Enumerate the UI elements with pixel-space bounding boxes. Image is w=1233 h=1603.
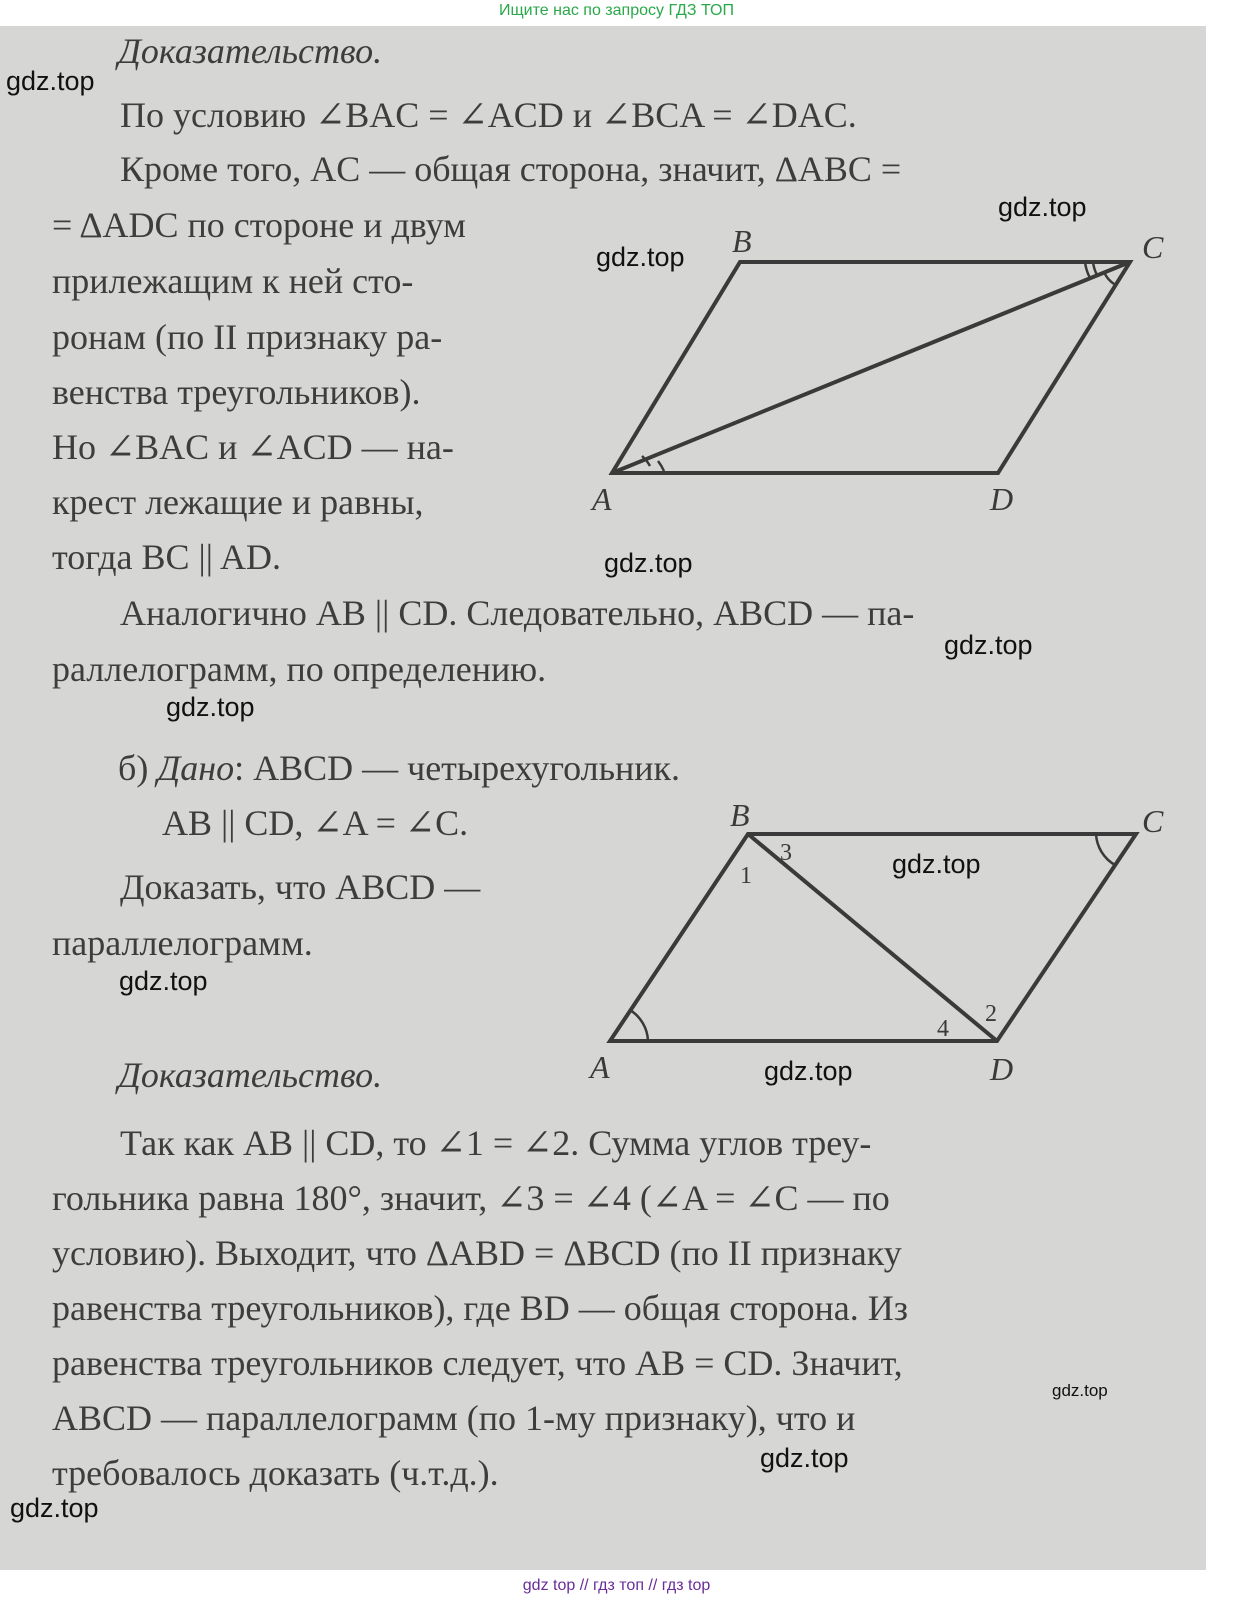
- label-a: A: [592, 481, 612, 517]
- bottom-banner: gdz top // гдз топ // гдз top: [522, 1577, 711, 1594]
- label-d: D: [990, 481, 1014, 517]
- proof-heading-2: Доказательство.: [118, 1055, 383, 1095]
- angle-number-3: 3: [780, 840, 792, 866]
- diagonal-ac: [612, 262, 1130, 473]
- proof-heading: Доказательство.: [118, 31, 383, 71]
- label-c: C: [1142, 803, 1164, 839]
- angle-arc-a: [630, 1010, 648, 1041]
- given-line-2: AB || CD, ∠A = ∠C.: [162, 803, 469, 843]
- angle-arc-c: [1096, 834, 1115, 865]
- proof-line: условию). Выходит, что ΔABD = ΔBCD (по II признаку: [52, 1233, 902, 1273]
- watermark: gdz.top: [119, 966, 208, 996]
- proof-line: Так как AB || CD, то ∠1 = ∠2. Сумма углов треу-: [120, 1123, 872, 1163]
- watermark: gdz.top: [1052, 1381, 1108, 1400]
- prove-line: Доказать, что ABCD —: [120, 867, 481, 907]
- proof-line: венства треугольников).: [52, 372, 421, 412]
- watermark: gdz.top: [10, 1493, 99, 1523]
- watermark: gdz.top: [6, 66, 95, 96]
- watermark: gdz.top: [764, 1056, 853, 1086]
- proof-line: ABCD — параллелограмм (по 1-му признаку), что и: [52, 1398, 856, 1438]
- proof-line: Кроме того, AC — общая сторона, значит, ΔABC =: [120, 149, 902, 189]
- watermark: gdz.top: [892, 849, 981, 879]
- angle-arc-c: [1085, 262, 1090, 278]
- angle-number-2: 2: [985, 1001, 997, 1027]
- angle-arc-c: [1104, 272, 1114, 284]
- proof-line: равенства треугольников), где BD — общая сторона. Из: [52, 1288, 908, 1328]
- label-c: C: [1142, 229, 1164, 265]
- proof-line: Аналогично AB || CD. Следовательно, ABCD — па-: [120, 593, 915, 633]
- watermark: gdz.top: [760, 1443, 849, 1473]
- watermark: gdz.top: [604, 548, 693, 578]
- angle-number-1: 1: [740, 863, 752, 889]
- prove-line: параллелограмм.: [52, 923, 313, 963]
- watermark: gdz.top: [998, 192, 1087, 222]
- label-b: B: [732, 223, 752, 259]
- angle-number-4: 4: [937, 1016, 949, 1042]
- top-banner: Ищите нас по запросу ГДЗ ТОП: [499, 2, 734, 19]
- watermark: gdz.top: [944, 630, 1033, 660]
- watermark: gdz.top: [166, 692, 255, 722]
- given-text: : ABCD — четырехугольник.: [234, 748, 681, 788]
- angle-arc-a: [658, 461, 664, 471]
- proof-line: гольника равна 180°, значит, ∠3 = ∠4 (∠A = ∠C — по: [52, 1178, 890, 1218]
- proof-line: требовалось доказать (ч.т.д.).: [52, 1453, 499, 1493]
- proof-line: тогда BC || AD.: [52, 537, 281, 577]
- proof-line: равенства треугольников следует, что AB = CD. Значит,: [52, 1343, 903, 1383]
- given-label: Дано: [157, 748, 235, 788]
- watermark: gdz.top: [596, 242, 685, 272]
- proof-line: крест лежащие и равны,: [52, 482, 424, 522]
- proof-line: По условию ∠BAC = ∠ACD и ∠BCA = ∠DAC.: [120, 95, 857, 135]
- label-a: A: [590, 1049, 610, 1085]
- proof-line: раллелограмм, по определению.: [52, 649, 547, 689]
- proof-line: прилежащим к ней сто-: [52, 261, 414, 301]
- label-d: D: [990, 1051, 1014, 1087]
- proof-line: = ΔADC по стороне и двум: [52, 205, 466, 245]
- proof-line: ронам (по II признаку ра-: [52, 317, 443, 357]
- proof-line: Но ∠BAC и ∠ACD — на-: [52, 427, 454, 467]
- label-b: B: [730, 797, 750, 833]
- given-prefix: б): [118, 748, 149, 788]
